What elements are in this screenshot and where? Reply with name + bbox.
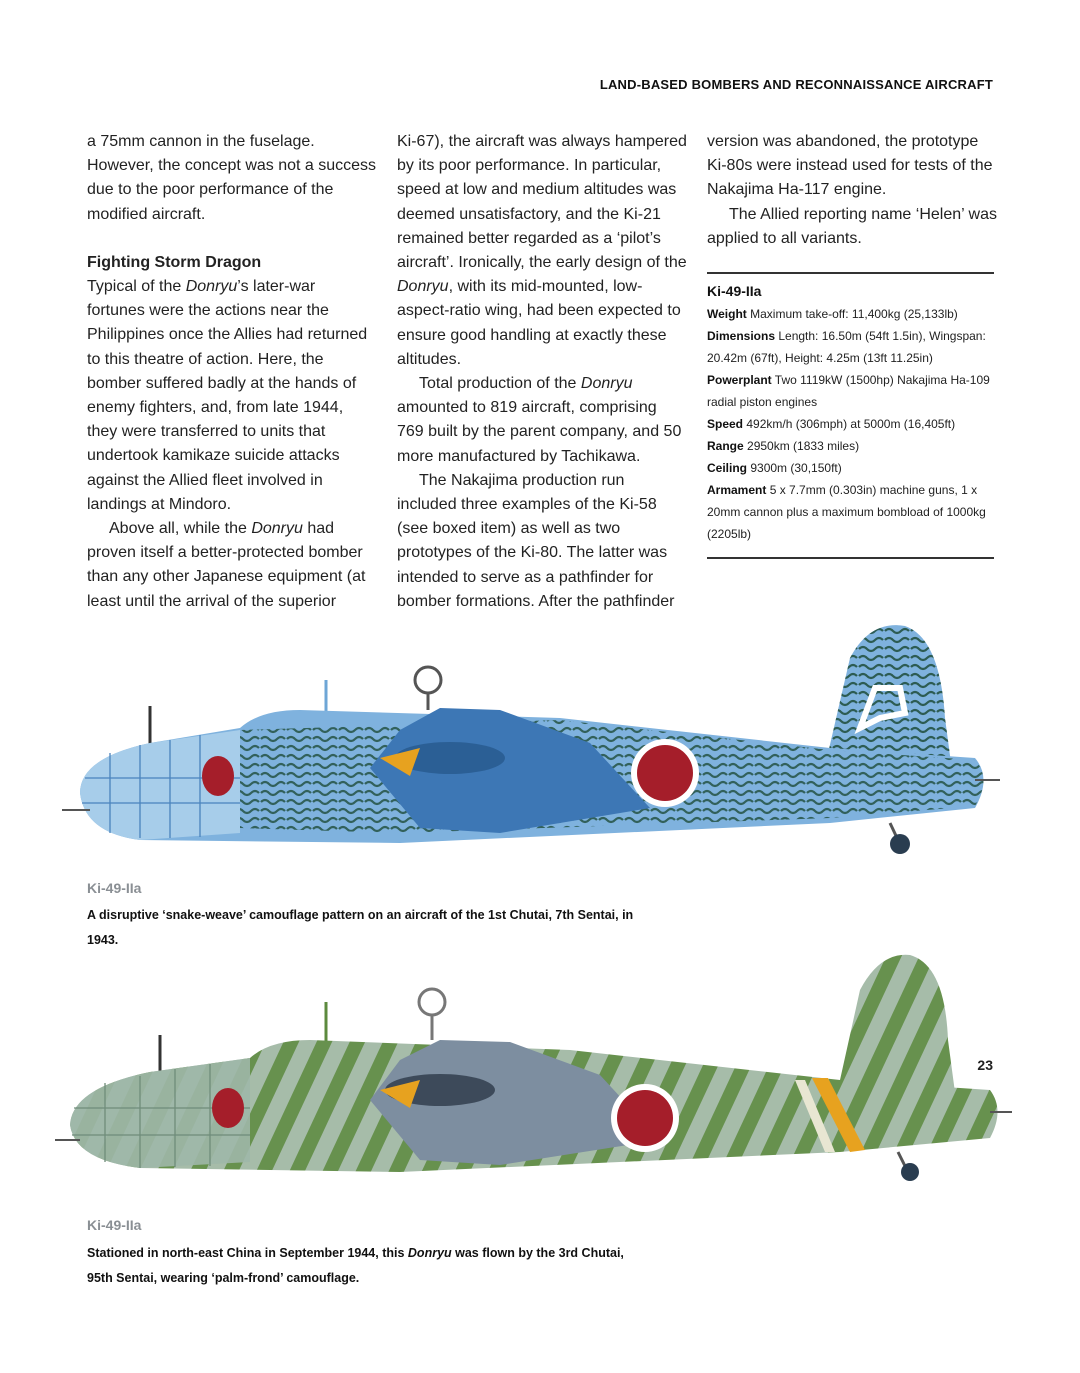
- spec-title: Ki-49-IIa: [707, 283, 762, 299]
- text-column-1: [87, 130, 377, 614]
- section-heading: Fighting Storm Dragon: [87, 253, 262, 271]
- paragraph: The Allied reporting name ‘Helen’ was applied to all variants.: [707, 205, 997, 247]
- caption-2-text: Stationed in north-east China in September 1944, this Donryu was flown by the 3rd Chutai, 95th Sentai, wearing ‘palm-frond’ camouflage.: [87, 1246, 624, 1285]
- spec-range: Range 2950km (1833 miles): [707, 439, 860, 453]
- tail-wheel: [890, 834, 910, 854]
- text-column-3: [707, 130, 997, 251]
- paragraph: Typical of the Donryu’s later-war fortunes were the actions near the Philippines once the Allies had returned to this theatre of action. Here, the bomber suffered badly at the hands of enemy fighters, and, from late 1944, they were transferred to units that undertook kamikaze suicide attacks against the Allied fleet involved in landings at Mindoro.: [87, 278, 368, 513]
- hinomaru: [617, 1090, 673, 1146]
- dorsal-gun-ring: [419, 989, 445, 1015]
- caption-2-title: Ki-49-IIa: [87, 1217, 142, 1233]
- paragraph: The Nakajima production run included three examples of the Ki-58 (see boxed item) as well as two prototypes of the Ki-80. The latter was intended to serve as a pathfinder for bomber formations. After the pathfinder: [397, 471, 675, 610]
- paragraph: Ki-67), the aircraft was always hampered by its poor performance. In particular, speed at low and medium altitudes was deemed unsatisfactory, and the Ki-21 remained better regarded as a ‘pilot’s aircraft’. Ironically, the early design of the Donryu, with its mid-mounted, low-aspect-ratio wing, had been expected to ensure good handling at exactly these altitudes.: [397, 133, 687, 368]
- page-number: 23: [977, 1057, 993, 1073]
- spec-dimensions: Dimensions Length: 16.50m (54ft 1.5in), Wingspan: 20.42m (67ft), Height: 4.25m (13ft 11.25in): [707, 329, 986, 365]
- spec-box: [707, 272, 994, 559]
- spec-speed: Speed 492km/h (306mph) at 5000m (16,405ft): [707, 417, 956, 431]
- tail-wheel: [901, 1163, 919, 1181]
- hinomaru: [637, 745, 693, 801]
- caption-1-text: A disruptive ‘snake-weave’ camouflage pattern on an aircraft of the 1st Chutai, 7th Sentai, in 1943.: [87, 908, 634, 947]
- aircraft-illustration-palm-frond: [0, 940, 1080, 1200]
- nose-detail: [212, 1088, 244, 1128]
- caption-1-title: Ki-49-IIa: [87, 880, 142, 896]
- dorsal-gun-ring: [415, 667, 441, 693]
- spec-ceiling: Ceiling 9300m (30,150ft): [707, 461, 842, 475]
- spec-weight: Weight Maximum take-off: 11,400kg (25,133lb): [707, 307, 958, 321]
- paragraph: Total production of the Donryu amounted to 819 aircraft, comprising 769 built by the parent company, and 50 more manufactured by Tachikawa.: [397, 375, 682, 465]
- aircraft-illustration-snake-weave: [0, 618, 1080, 868]
- nose-detail: [202, 756, 234, 796]
- spec-armament: Armament 5 x 7.7mm (0.303in) machine guns, 1 x 20mm cannon plus a maximum bombload of 1000kg (2205lb): [707, 483, 986, 541]
- spec-powerplant: Powerplant Two 1119kW (1500hp) Nakajima Ha-109 radial piston engines: [707, 373, 990, 409]
- paragraph: version was abandoned, the prototype Ki-80s were instead used for tests of the Nakajima Ha-117 engine.: [707, 133, 993, 199]
- paragraph: Above all, while the Donryu had proven itself a better-protected bomber than any other Japanese equipment (at least until the arrival of the superior: [87, 520, 366, 610]
- paragraph: a 75mm cannon in the fuselage. However, the concept was not a success due to the poor performance of the modified aircraft.: [87, 133, 377, 223]
- text-column-2: [397, 130, 687, 614]
- running-head: LAND-BASED BOMBERS AND RECONNAISSANCE AIRCRAFT: [599, 77, 993, 92]
